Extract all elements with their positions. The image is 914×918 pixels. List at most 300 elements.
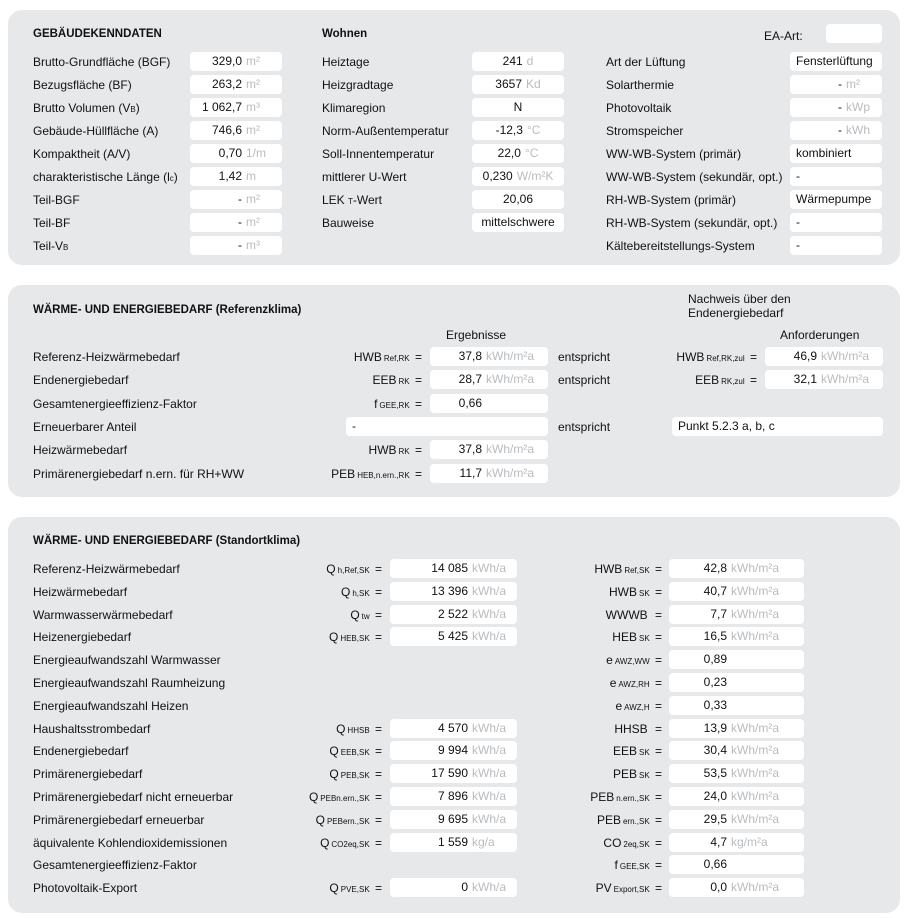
value-field[interactable]: [430, 464, 548, 483]
value-unit: kWh/a: [472, 743, 507, 758]
formula-symbol: PEB: [590, 790, 615, 804]
status-text: entspricht: [558, 419, 611, 434]
row-label: Primärenergiebedarf: [33, 767, 143, 782]
standort-row: [8, 650, 900, 670]
row-label: Endenergiebedarf: [33, 744, 129, 759]
value-number: 2 522: [437, 606, 468, 621]
value-unit: °C: [526, 123, 541, 137]
formula-label: HWB Ref,RK,zul =: [676, 350, 757, 364]
value-unit: m³: [246, 100, 260, 114]
formula-symbol: PEB: [612, 767, 637, 782]
formula-symbol: Q: [329, 744, 339, 759]
standort-row: [8, 719, 900, 739]
referenz-row: [8, 347, 900, 367]
value-unit: kWh/a: [472, 811, 507, 826]
value-unit: kWh/m²a: [731, 583, 779, 598]
label-subscript: B: [130, 105, 136, 114]
value-number: 0: [461, 880, 468, 895]
system-row: [8, 213, 900, 233]
value-unit: kg/a: [472, 834, 495, 849]
value-field[interactable]: [669, 673, 804, 692]
formula-subscript: 2eq,SK: [623, 839, 650, 849]
formula-label: QHEB,SK =: [328, 630, 382, 645]
formula-subscript: AWZ,RH: [618, 680, 650, 689]
standort-row: [8, 764, 900, 784]
value-number: 28,7: [458, 372, 482, 387]
formula-symbol: f: [614, 858, 618, 873]
formula-subscript: n.ern.,SK: [616, 794, 650, 803]
value-field[interactable]: [790, 190, 882, 209]
value-unit: m²: [246, 54, 260, 68]
formula-subscript: Export,SK: [613, 885, 650, 895]
value-unit: kWh/m²a: [731, 766, 779, 781]
value-field[interactable]: [790, 121, 882, 140]
value-unit: W/m²K: [516, 169, 554, 183]
value-field[interactable]: [790, 236, 882, 255]
value-field[interactable]: [390, 719, 517, 738]
status-text: entspricht: [558, 373, 611, 388]
label-text: Norm-Außentemperatur: [322, 124, 449, 138]
standort-row: [8, 582, 900, 602]
value-unit: m: [246, 169, 256, 183]
value-field[interactable]: [790, 144, 882, 163]
formula-subscript: Ref,RK,zul: [706, 354, 745, 363]
label-text: Soll-Innentemperatur: [322, 147, 435, 161]
formula-symbol: HWB: [353, 350, 382, 364]
label-subscript: T: [348, 197, 353, 206]
value-text: kombiniert: [796, 146, 852, 160]
value-number: 1 062,7: [201, 100, 242, 114]
value-number: 241: [502, 54, 523, 68]
row-label: Energieaufwandszahl Heizen: [33, 698, 189, 713]
formula-label: QCO2eq,SK =: [320, 835, 382, 850]
referenzklima-panel: [8, 285, 900, 497]
standortklima-panel: [8, 517, 900, 913]
value-number: 746,6: [211, 123, 242, 137]
formula-label: PV Export,SK =: [595, 881, 662, 896]
value-field[interactable]: [669, 719, 804, 738]
label-text: Klimaregion: [322, 101, 386, 115]
formula-label: HWB Ref,RK =: [353, 350, 422, 364]
formula-subscript: PEB,SK: [340, 771, 370, 781]
value-number: 0,89: [703, 652, 727, 667]
formula-symbol: HEB: [612, 630, 637, 645]
system-row: [8, 52, 900, 72]
field-label: Art der Lüftung: [606, 55, 686, 69]
field-label: RH-WB-System (sekundär, opt.): [606, 216, 778, 230]
formula-label: EEB RK =: [372, 373, 422, 388]
formula-label: HWB RK =: [368, 443, 422, 458]
formula-symbol: HHSB: [614, 721, 648, 736]
value-field[interactable]: [790, 213, 882, 232]
value-unit: kg/m²a: [731, 834, 768, 849]
value-number: 0,23: [703, 675, 727, 689]
value-number: 5 425: [437, 629, 468, 644]
standort-row: [8, 741, 900, 761]
value-text: Wärmepumpe: [796, 192, 872, 206]
formula-label: fGEE,RK =: [374, 396, 422, 411]
referenz-row: [8, 440, 900, 460]
value-number: 29,5: [703, 811, 727, 826]
value-unit: m³: [246, 238, 260, 252]
value-unit: kWh/m²a: [486, 372, 534, 387]
value-number: 42,8: [703, 561, 727, 575]
section-title: GEBÄUDEKENNDATEN: [33, 28, 162, 40]
value-field[interactable]: -: [346, 417, 548, 436]
standort-row: [8, 627, 900, 647]
value-text: -: [796, 238, 800, 252]
formula-label: Qtw =: [350, 607, 382, 622]
label-text: -Wert: [352, 193, 383, 207]
formula-label: HWB SK =: [608, 584, 662, 599]
label-text: LEK: [322, 193, 349, 207]
value-number: 40,7: [703, 583, 727, 598]
label-text: Heizgradtage: [322, 78, 394, 92]
value-number: 20,06: [502, 192, 534, 206]
standort-row: [8, 833, 900, 853]
formula-symbol: EEB: [695, 373, 720, 388]
value-number: 0,66: [458, 395, 482, 410]
referenz-row: [8, 370, 900, 390]
formula-subscript: RK: [398, 447, 410, 457]
field-label: Kältebereitstellungs-System: [606, 239, 755, 253]
value-field[interactable]: [790, 52, 882, 71]
ea-art-field[interactable]: [826, 24, 882, 43]
formula-subscript: RK: [398, 377, 410, 387]
formula-label: eAWZ,WW =: [606, 653, 662, 668]
referenz-row: [8, 464, 900, 484]
label-text: Brutto Volumen (V: [33, 101, 131, 115]
formula-symbol: Q: [328, 630, 339, 645]
label-text: ): [135, 101, 140, 115]
value-unit: 1/m: [246, 146, 267, 160]
value-field[interactable]: [390, 764, 517, 783]
value-unit: kWh/m²a: [486, 442, 534, 457]
formula-symbol: Q: [315, 812, 325, 827]
value-number: -12,3: [495, 123, 523, 137]
row-label: Primärenergiebedarf erneuerbar: [33, 812, 205, 827]
row-label: Photovoltaik-Export: [33, 881, 138, 896]
formula-label: eAWZ,H =: [615, 698, 662, 713]
value-field[interactable]: [765, 347, 883, 366]
formula-symbol: PV: [595, 881, 612, 896]
formula-symbol: Q: [350, 607, 360, 622]
value-unit: kWh/m²a: [821, 349, 869, 363]
value-number: 13,9: [703, 720, 727, 735]
formula-label: PEB SK =: [612, 767, 662, 782]
label-text: Teil-BF: [33, 216, 71, 230]
nachweis-heading: [688, 292, 791, 320]
field-label: RH-WB-System (primär): [606, 193, 736, 207]
formula-symbol: HWB: [594, 562, 623, 576]
formula-symbol: Q: [340, 584, 351, 599]
formula-symbol: HWB: [676, 350, 705, 364]
formula-subscript: Ref,SK: [624, 566, 650, 575]
value-unit: m²: [246, 123, 260, 137]
system-row: [8, 236, 900, 256]
label-text: Bezugsfläche (BF): [33, 78, 132, 92]
value-field[interactable]: [390, 559, 517, 578]
formula-label: eAWZ,RH =: [609, 676, 662, 690]
formula-subscript: h,SK: [352, 588, 370, 598]
value-unit: m²: [246, 215, 260, 229]
value-number: 9 994: [437, 743, 468, 758]
field-label: Stromspeicher: [606, 124, 684, 138]
value-field[interactable]: [669, 855, 804, 874]
value-unit: kWh/m²a: [731, 811, 779, 826]
row-label: Heizenergiebedarf: [33, 630, 132, 645]
formula-symbol: EEB: [372, 373, 397, 388]
section-title: WÄRME- UND ENERGIEBEDARF (Referenzklima): [33, 304, 302, 316]
value-number: 53,5: [703, 766, 727, 781]
standort-row: [8, 810, 900, 830]
row-label: Energieaufwandszahl Raumheizung: [33, 676, 226, 690]
formula-subscript: HEB,n.ern.,RK: [357, 470, 410, 480]
value-number: 32,1: [793, 372, 817, 387]
value-unit: kWh/a: [472, 720, 507, 735]
value-field[interactable]: [430, 370, 548, 389]
value-field[interactable]: [669, 605, 804, 624]
row-label: Energieaufwandszahl Warmwasser: [33, 653, 221, 668]
value-unit: m²: [846, 77, 860, 91]
value-number: 9 695: [437, 811, 468, 826]
formula-label: PEB n.ern.,SK =: [590, 790, 662, 804]
system-row: [8, 190, 900, 210]
gebaeudekenndaten-panel: [8, 10, 900, 265]
formula-symbol: Q: [329, 881, 339, 896]
value-field[interactable]: [790, 167, 882, 186]
formula-symbol: WWWB: [605, 607, 648, 622]
formula-subscript: AWZ,WW: [614, 657, 650, 667]
formula-subscript: h,Ref,SK: [337, 566, 370, 575]
value-unit: Kd: [526, 77, 541, 91]
row-label: Referenz-Heizwärmebedarf: [33, 350, 180, 364]
wohnen-title: Wohnen: [322, 28, 368, 40]
value-field[interactable]: [669, 810, 804, 829]
value-field[interactable]: [790, 75, 882, 94]
value-field[interactable]: [669, 650, 804, 669]
formula-label: fGEE,SK =: [614, 858, 662, 873]
value-field[interactable]: [390, 627, 517, 646]
value-unit: kWh/m²a: [731, 629, 779, 644]
formula-label: QPEB,SK =: [329, 767, 382, 782]
standort-row: [8, 855, 900, 875]
anforderungen-heading: Anforderungen: [780, 328, 860, 342]
value-number: 0,70: [218, 146, 242, 160]
standort-row: [8, 787, 900, 807]
formula-label: HWB Ref,SK =: [594, 562, 662, 576]
value-field[interactable]: [765, 370, 883, 389]
value-number: 1 559: [437, 834, 468, 849]
value-number: 16,5: [703, 629, 727, 644]
formula-subscript: CO2eq,SK: [331, 839, 370, 849]
label-subscript: B: [63, 243, 69, 252]
standort-row: [8, 696, 900, 716]
value-number: 13 396: [431, 583, 468, 598]
row-label: Referenz-Heizwärmebedarf: [33, 562, 180, 576]
label-text: Heiztage: [322, 55, 370, 69]
formula-label: HEB SK =: [612, 630, 662, 645]
value-number: 37,8: [458, 349, 482, 363]
row-label: Gesamtenergieeffizienz-Faktor: [33, 396, 197, 411]
value-field[interactable]: [669, 696, 804, 715]
value-unit: kWh/m²a: [731, 720, 779, 735]
label-subscript: c: [169, 174, 174, 183]
value-number: 0,230: [482, 169, 513, 183]
formula-subscript: Ref,RK: [383, 354, 410, 363]
row-label: Erneuerbarer Anteil: [33, 419, 137, 434]
formula-subscript: GEE,RK: [379, 400, 410, 410]
system-row: [8, 121, 900, 141]
formula-label: HHSB =: [614, 721, 662, 736]
formula-symbol: PEB: [331, 466, 356, 481]
formula-symbol: HWB: [368, 443, 397, 458]
formula-symbol: Q: [336, 721, 346, 736]
value-unit: kWh/m²a: [731, 743, 779, 758]
value-unit: kWh/a: [472, 583, 507, 598]
value-number: -: [238, 238, 242, 252]
standort-row: [8, 673, 900, 693]
value-number: 1,42: [218, 169, 242, 183]
value-field[interactable]: [669, 741, 804, 760]
value-field[interactable]: [390, 833, 517, 852]
value-field[interactable]: [790, 98, 882, 117]
value-unit: kWh: [846, 123, 870, 137]
value-unit: m²: [246, 77, 260, 91]
row-label: Primärenergiebedarf n.ern. für RH+WW: [33, 466, 245, 481]
value-number: mittelschwere: [481, 215, 555, 229]
value-field[interactable]: [390, 741, 517, 760]
formula-symbol: Q: [326, 562, 336, 576]
row-label: Endenergiebedarf: [33, 373, 129, 388]
formula-label: Q PEBn.ern.,SK =: [308, 790, 382, 804]
value-number: 22,0: [497, 146, 521, 160]
value-field[interactable]: [669, 833, 804, 852]
value-field[interactable]: [669, 559, 804, 578]
formula-symbol: PEB: [596, 812, 621, 827]
referenz-row: [8, 417, 900, 437]
value-field[interactable]: [669, 764, 804, 783]
formula-subscript: PEBn.ern.,SK: [320, 794, 370, 803]
formula-subscript: SK: [638, 588, 650, 598]
label-text: Brutto-Grundfläche (BGF): [33, 55, 171, 69]
value-field[interactable]: [390, 878, 517, 897]
value-field[interactable]: [669, 787, 804, 806]
nachweis-line: Endenergiebedarf: [688, 306, 784, 320]
ea-art-label: EA-Art:: [764, 29, 803, 43]
value-unit: kWh/a: [472, 789, 507, 803]
formula-label: WWWB =: [605, 607, 662, 622]
value-field[interactable]: [669, 582, 804, 601]
formula-symbol: CO: [603, 835, 622, 850]
value-number: -: [838, 77, 842, 91]
row-label: Heizwärmebedarf: [33, 584, 128, 599]
value-number: 24,0: [703, 789, 727, 803]
label-text: Teil-BGF: [33, 193, 80, 207]
value-number: -: [838, 100, 842, 114]
value-unit: kWh/m²a: [731, 789, 779, 803]
value-unit: kWh/a: [472, 629, 507, 644]
value-number: 4,7: [710, 834, 727, 849]
formula-symbol: e: [609, 676, 617, 690]
formula-subscript: PVE,SK: [340, 885, 370, 895]
ergebnisse-heading: Ergebnisse: [446, 328, 507, 342]
value-field[interactable]: [669, 627, 804, 646]
value-unit: kWh/m²a: [731, 561, 779, 575]
referenz-row: [8, 394, 900, 414]
requirement-field[interactable]: Punkt 5.2.3 a, b, c: [672, 417, 883, 436]
status-text: entspricht: [558, 350, 611, 364]
value-number: 37,8: [458, 442, 482, 457]
value-field[interactable]: [390, 787, 517, 806]
formula-symbol: e: [615, 698, 623, 713]
system-row: [8, 144, 900, 164]
row-label: Heizwärmebedarf: [33, 443, 128, 458]
formula-symbol: f: [374, 396, 378, 411]
system-row: [8, 167, 900, 187]
value-number: 46,9: [793, 349, 817, 363]
value-unit: d: [526, 54, 534, 68]
row-label: Warmwasserwärmebedarf: [33, 607, 173, 622]
formula-label: CO 2eq,SK =: [603, 835, 662, 850]
value-unit: kWh/m²a: [731, 880, 779, 895]
formula-subscript: HEB,SK: [340, 634, 370, 644]
formula-subscript: SK: [638, 771, 650, 781]
formula-label: PEB ern.,SK =: [596, 812, 662, 827]
standort-row: [8, 559, 900, 579]
value-unit: °C: [524, 146, 539, 160]
label-text: charakteristische Länge (l: [33, 170, 170, 184]
formula-subscript: tw: [361, 611, 370, 621]
value-number: 7 896: [437, 789, 468, 803]
formula-symbol: Q: [329, 767, 339, 782]
value-number: -: [238, 215, 242, 229]
value-number: 7,7: [710, 606, 727, 621]
formula-label: QHHSB =: [336, 721, 382, 736]
formula-subscript: EEB,SK: [340, 748, 370, 758]
value-field[interactable]: [390, 810, 517, 829]
value-field[interactable]: [390, 605, 517, 624]
value-field[interactable]: [669, 878, 804, 897]
formula-subscript: SK: [638, 634, 650, 644]
value-number: 3657: [495, 77, 522, 91]
value-field[interactable]: [430, 440, 548, 459]
standort-row: [8, 605, 900, 625]
formula-label: Qh,Ref,SK =: [326, 562, 382, 576]
value-field[interactable]: [430, 394, 548, 413]
formula-subscript: HHSB: [347, 725, 370, 735]
label-text: Gebäude-Hüllfläche (A): [33, 124, 159, 138]
formula-label: Q PEBern.,SK =: [315, 812, 382, 827]
system-row: [8, 98, 900, 118]
field-label: WW-WB-System (primär): [606, 147, 742, 161]
formula-label: EEB RK,zul =: [695, 373, 757, 388]
value-field[interactable]: [430, 347, 548, 366]
formula-subscript: GEE,SK: [619, 862, 650, 872]
field-label: WW-WB-System (sekundär, opt.): [606, 170, 783, 184]
value-number: 329,0: [211, 54, 242, 68]
field-label: Solarthermie: [606, 78, 675, 92]
value-unit: kWh/m²a: [731, 606, 779, 621]
value-field[interactable]: [390, 582, 517, 601]
value-unit: kWh/a: [472, 561, 507, 575]
value-unit: kWh/a: [472, 606, 507, 621]
value-unit: kWh/m²a: [821, 372, 869, 387]
formula-subscript: PEBern.,SK: [326, 816, 370, 826]
value-number: 14 085: [431, 561, 468, 575]
formula-symbol: Q: [320, 835, 330, 850]
formula-symbol: e: [606, 653, 613, 668]
